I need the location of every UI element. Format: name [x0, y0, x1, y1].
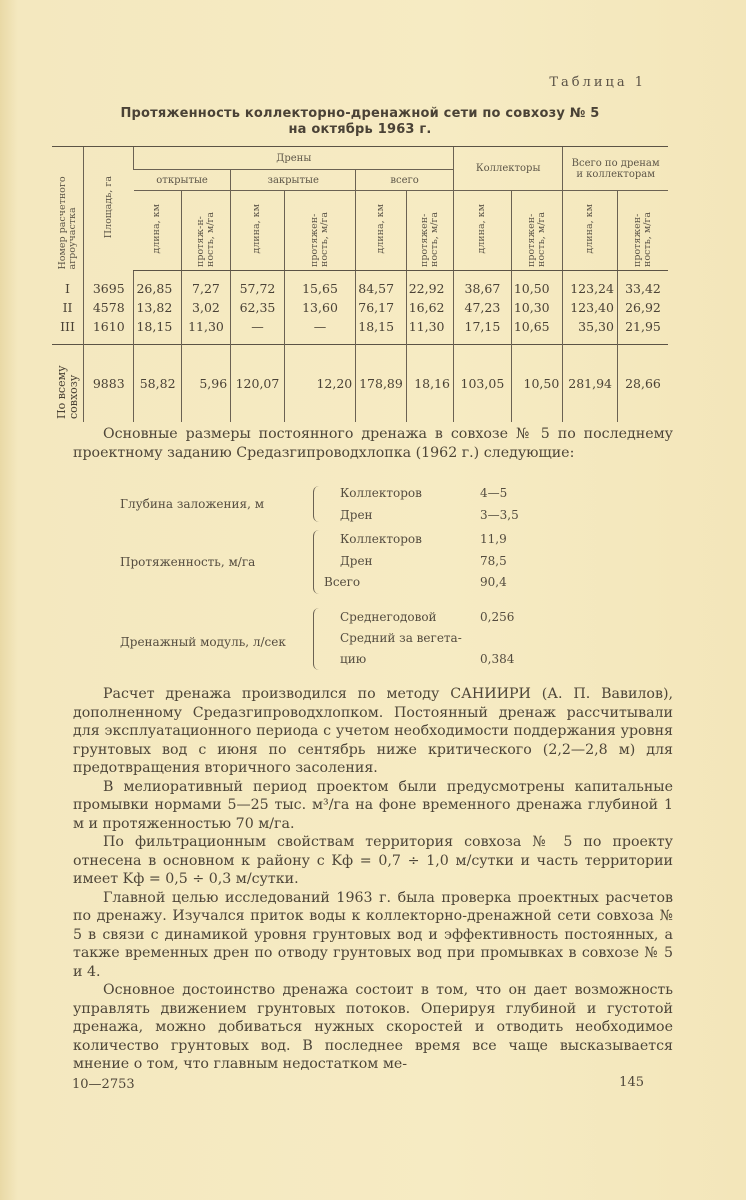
paragraph: Расчет дренажа производился по методу САНИИРИ (А. П. Вавилов), дополненному Средазгипроводхлопком. Постоянный дренаж рассчитывали для эксплуатационного периода с учетом необходимости поддержания уровня грунтовых вод с июня по сентябрь ниже критического (2,2—2,8 м) для предотвращения вторичного засоления. [73, 686, 673, 776]
col-header-area: Площадь, га [84, 147, 134, 271]
leaf-closed-length: длина, км [231, 191, 285, 271]
table-title [80, 106, 640, 138]
table-row: II 4578 13,82 3,02 62,35 13,60 76,17 16,62 47,23 10,30 123,40 26,92 [52, 298, 668, 317]
intro-paragraph: Основные размеры постоянного дренажа в совхозе № 5 по последнему проектному заданию Средазгипроводхлопка (1962 г.) следующие: [73, 426, 673, 461]
leaf-total-length: длина, км [356, 191, 406, 271]
leaf-all-density: протяжен-ность, м/га [617, 191, 668, 271]
spec-group-module: Дренажный модуль, л/сек Среднегодовой 0,256 Средний за вегета- цию 0,384 [120, 608, 540, 678]
brace [313, 486, 322, 522]
leaf-collectors-length: длина, км [454, 191, 512, 271]
table-title-line1: Протяженность коллекторно-дренажной сети по совхозу № 5 [120, 106, 600, 121]
paragraph: Главной целью исследований 1963 г. была проверка проектных расчетов по дренажу. Изучался приток воды к коллекторно-дренажной сети совхоза № 5 в связи с динамикой уровня грунтовых вод и эффективность постоянных, а также временных дрен по отводу грунтовых вод при промывках в совхозе № 5 и 4. [73, 889, 673, 980]
page-number: 145 [619, 1075, 644, 1090]
body-text [73, 685, 673, 1074]
brace [313, 608, 322, 670]
table-row-total: По всему совхозу 9883 58,82 5,96 120,07 12,20 178,89 18,16 103,05 10,50 281,94 28,66 [52, 345, 668, 423]
leaf-total-density: протяжен-ность, м/га [406, 191, 453, 271]
leaf-closed-density: протяжен-ность, м/га [284, 191, 355, 271]
group-header-collectors: Коллекторы [454, 147, 563, 191]
printer-signature: 10—2753 [72, 1077, 135, 1092]
leaf-open-density: протяж-н-ность, м/га [181, 191, 230, 271]
col-header-number: Номер расчетного агроучастка [52, 147, 84, 271]
leaf-collectors-density: протяжен-ность, м/га [511, 191, 563, 271]
spec-group-depth: Глубина заложения, м Коллекторов 4—5 Дрен 3—3,5 [120, 486, 519, 522]
paragraph: В мелиоративный период проектом были предусмотрены капитальные промывки нормами 5—25 тыс. м³/га на фоне временного дренажа глубиной 1 м и протяженностью 70 м/га. [73, 778, 673, 832]
subheader-closed: закрытые [231, 170, 356, 191]
group-header-all: Всего по дренам и коллекторам [563, 147, 668, 191]
drainage-network-table [52, 146, 668, 422]
paragraph: По фильтрационным свойствам территория совхоза № 5 по проекту отнесена в основном к району с Kф = 0,7 ÷ 1,0 м/сутки и часть территории имеет Kф = 0,5 ÷ 0,3 м/сутки. [73, 834, 673, 887]
spec-group-length: Протяженность, м/га Коллекторов 11,9 Дрен 78,5 Всего 90,4 [120, 530, 540, 600]
leaf-open-length: длина, км [134, 191, 181, 271]
subheader-open: открытые [134, 170, 231, 191]
total-label: По всему совхозу [52, 345, 84, 423]
subheader-total: всего [356, 170, 454, 191]
paragraph: Основное достоинство дренажа состоит в том, что он дает возможность управлять движением грунтовых потоков. Оперируя глубиной и густотой дренажа, можно добиваться нужных скоростей и отводить необходимое количество грунтовых вод. В последнее время все чаще высказывается мнение о том, что главным недостатком ме- [73, 982, 673, 1072]
table-row: I 3695 26,85 7,27 57,72 15,65 84,57 22,92 38,67 10,50 123,24 33,42 [52, 271, 668, 299]
table-label: Таблица 1 [549, 75, 646, 90]
table-title-line2: на октябрь 1963 г. [288, 122, 432, 137]
drainage-spec-list [120, 484, 540, 668]
leaf-all-length: длина, км [563, 191, 618, 271]
brace [313, 530, 322, 594]
group-header-drains: Дрены [134, 147, 454, 170]
table-row: III 1610 18,15 11,30 — — 18,15 11,30 17,15 10,65 35,30 21,95 [52, 317, 668, 345]
